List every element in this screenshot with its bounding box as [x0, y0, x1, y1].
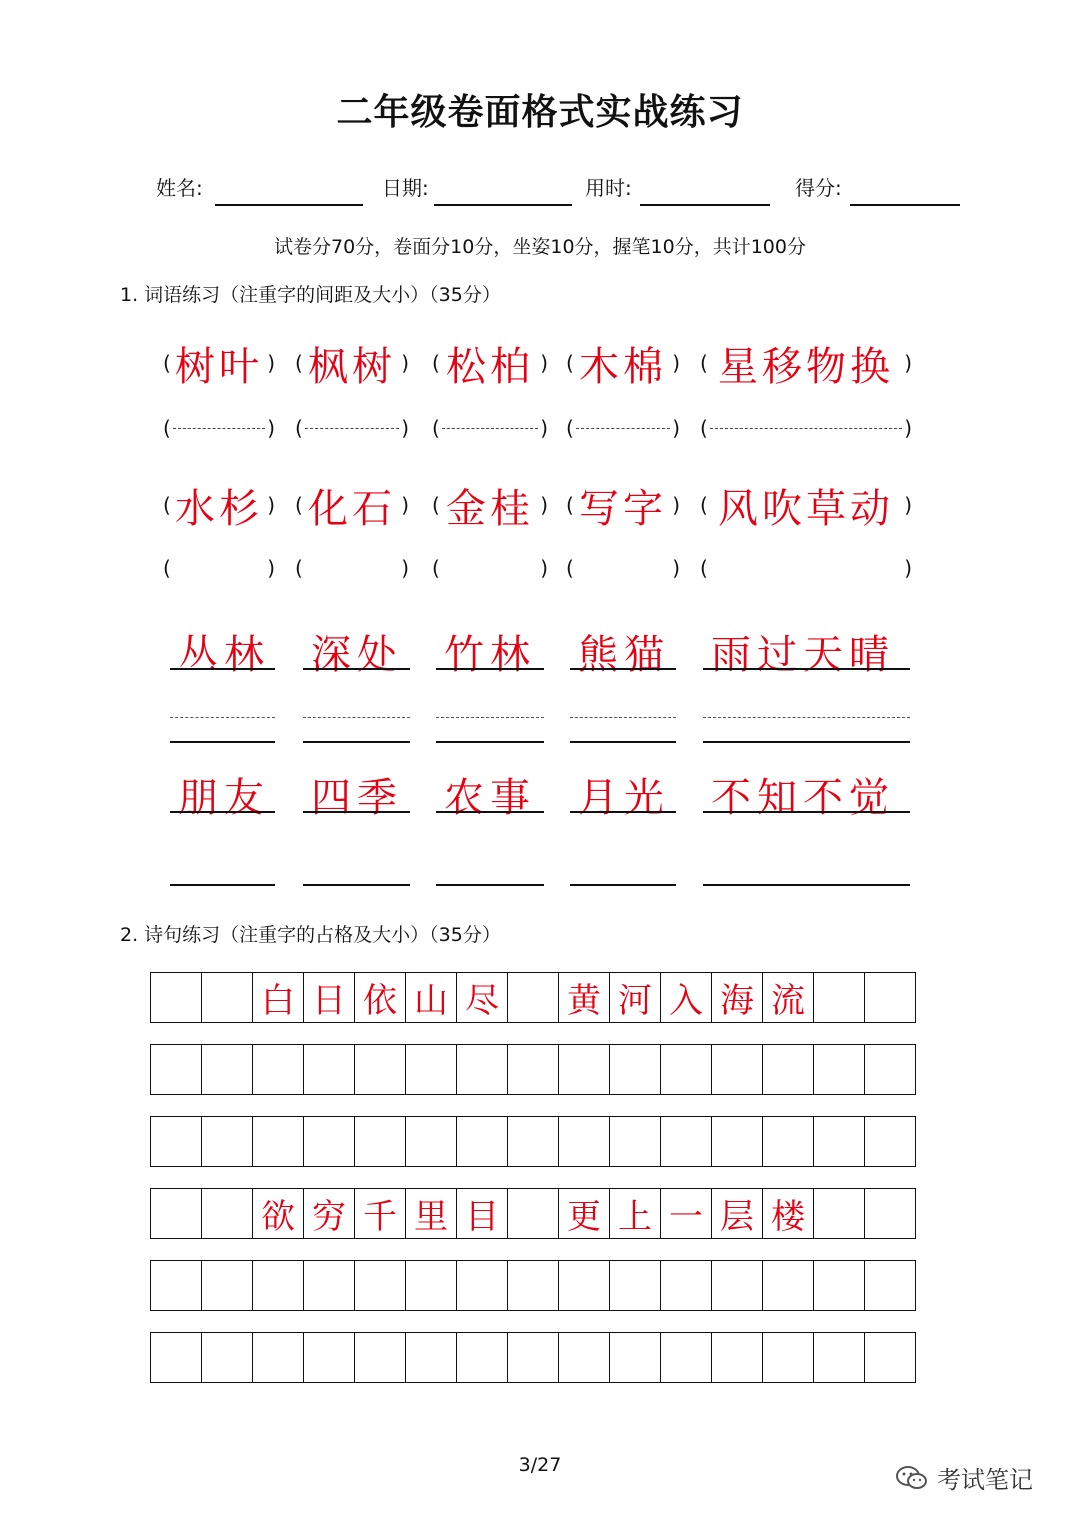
watermark-text: 考试笔记 [937, 1466, 1033, 1494]
word-text: 竹林 [444, 632, 536, 678]
answer-line[interactable] [170, 717, 275, 718]
close-paren: ) [904, 556, 912, 580]
baseline [703, 811, 910, 813]
paren-group [566, 475, 680, 535]
grid-cell[interactable] [865, 1332, 916, 1383]
open-paren: ( [566, 351, 574, 375]
word-text: 熊猫 [578, 632, 670, 678]
grid-cell[interactable] [559, 1332, 610, 1383]
grid-cell[interactable]: 黄 [559, 972, 610, 1023]
grid-cell[interactable] [559, 1260, 610, 1311]
grid-row [150, 1188, 916, 1239]
grid-cell[interactable]: 流 [763, 972, 814, 1023]
open-paren: ( [700, 493, 708, 517]
grid-cell[interactable] [865, 1044, 916, 1095]
close-paren: ) [904, 493, 912, 517]
open-paren: ( [163, 493, 171, 517]
grid-cell[interactable] [610, 1044, 661, 1095]
section1-heading: 1. 词语练习（注重字的间距及大小）（35分） [120, 284, 501, 306]
open-paren: ( [163, 556, 171, 580]
grid-cell[interactable] [610, 1260, 661, 1311]
word-text: 枫树 [308, 343, 396, 390]
score-rule: 试卷分70分，卷面分10分，坐姿10分，握笔10分，共计100分 [274, 236, 806, 258]
grid-cell[interactable] [457, 1332, 508, 1383]
grid-cell[interactable]: 海 [712, 972, 763, 1023]
paren-group [432, 475, 548, 535]
open-paren: ( [566, 416, 574, 440]
grid-cell[interactable]: 河 [610, 972, 661, 1023]
open-paren: ( [295, 493, 303, 517]
grid-cell[interactable] [304, 1116, 355, 1167]
grid-cell[interactable]: 千 [355, 1188, 406, 1239]
grid-cell[interactable]: 一 [661, 1188, 712, 1239]
page-title: 二年级卷面格式实战练习 [336, 92, 744, 133]
word-text: 水杉 [175, 485, 263, 532]
grid-cell[interactable] [457, 1260, 508, 1311]
grid-cell[interactable] [202, 1260, 253, 1311]
grid-cell[interactable] [406, 1332, 457, 1383]
grid-cell[interactable] [253, 1260, 304, 1311]
paren-group [295, 538, 409, 598]
answer-blank[interactable] [576, 428, 670, 429]
answer-blank[interactable] [710, 428, 902, 429]
paren-group [432, 398, 548, 458]
grid-cell[interactable] [508, 1188, 559, 1239]
word-text: 丛林 [178, 632, 270, 678]
grid-row [150, 1332, 916, 1383]
baseline [570, 811, 676, 813]
grid-cell[interactable] [355, 1332, 406, 1383]
baseline [170, 811, 275, 813]
paren-group [163, 398, 275, 458]
paren-group [432, 538, 548, 598]
close-paren: ) [401, 416, 409, 440]
open-paren: ( [295, 556, 303, 580]
grid-cell[interactable] [406, 1260, 457, 1311]
paren-group [163, 538, 275, 598]
grid-cell[interactable]: 入 [661, 972, 712, 1023]
word-text: 朋友 [178, 775, 270, 821]
grid-cell[interactable] [457, 1116, 508, 1167]
answer-line[interactable] [436, 884, 544, 886]
open-paren: ( [432, 556, 440, 580]
grid-cell[interactable] [712, 1260, 763, 1311]
grid-cell[interactable] [814, 1260, 865, 1311]
open-paren: ( [432, 351, 440, 375]
baseline [570, 668, 676, 670]
grid-cell[interactable] [661, 1260, 712, 1311]
grid-cell[interactable] [814, 1116, 865, 1167]
word-text: 松柏 [446, 343, 534, 390]
grid-cell[interactable] [202, 972, 253, 1023]
word-text: 深处 [311, 632, 403, 678]
word-text: 不知不觉 [711, 775, 895, 821]
open-paren: ( [700, 556, 708, 580]
close-paren: ) [672, 351, 680, 375]
answer-line[interactable] [703, 741, 910, 743]
answer-line[interactable] [570, 717, 676, 718]
close-paren: ) [267, 556, 275, 580]
close-paren: ) [904, 351, 912, 375]
grid-cell[interactable] [661, 1116, 712, 1167]
close-paren: ) [540, 556, 548, 580]
grid-cell[interactable] [763, 1116, 814, 1167]
grid-cell[interactable] [763, 1260, 814, 1311]
grid-cell[interactable] [559, 1116, 610, 1167]
grid-cell[interactable] [814, 1332, 865, 1383]
answer-line[interactable] [703, 884, 910, 886]
grid-cell[interactable] [508, 1044, 559, 1095]
grid-row [150, 1260, 916, 1311]
grid-cell[interactable]: 上 [610, 1188, 661, 1239]
grid-cell[interactable] [865, 972, 916, 1023]
grid-cell[interactable] [865, 1116, 916, 1167]
grid-cell[interactable] [508, 1332, 559, 1383]
baseline [170, 668, 275, 670]
grid-cell[interactable] [406, 1044, 457, 1095]
open-paren: ( [163, 416, 171, 440]
grid-cell[interactable] [406, 1116, 457, 1167]
open-paren: ( [432, 493, 440, 517]
paren-group [295, 333, 409, 393]
grid-cell[interactable] [508, 1260, 559, 1311]
grid-cell[interactable] [202, 1044, 253, 1095]
answer-blank[interactable] [442, 428, 538, 429]
paren-group [700, 333, 912, 393]
baseline [436, 668, 544, 670]
word-text: 化石 [308, 485, 396, 532]
grid-cell[interactable] [151, 1260, 202, 1311]
grid-cell[interactable]: 层 [712, 1188, 763, 1239]
baseline [303, 668, 410, 670]
paren-group [566, 398, 680, 458]
grid-cell[interactable] [202, 1188, 253, 1239]
paren-group [566, 538, 680, 598]
time-label: 用时: [585, 176, 632, 200]
grid-cell[interactable] [151, 1044, 202, 1095]
grid-cell[interactable] [253, 1044, 304, 1095]
grid-cell[interactable] [355, 1260, 406, 1311]
grid-cell[interactable] [763, 1332, 814, 1383]
grid-cell[interactable] [151, 1116, 202, 1167]
grid-cell[interactable] [202, 1332, 253, 1383]
score-label: 得分: [795, 176, 842, 200]
name-label: 姓名: [156, 176, 203, 200]
paren-group [295, 475, 409, 535]
answer-line[interactable] [570, 741, 676, 743]
grid-cell[interactable]: 目 [457, 1188, 508, 1239]
section2-heading: 2. 诗句练习（注重字的占格及大小）（35分） [120, 924, 501, 946]
close-paren: ) [904, 416, 912, 440]
baseline [703, 668, 910, 670]
answer-blank[interactable] [173, 428, 265, 429]
date-field[interactable] [434, 204, 572, 206]
grid-cell[interactable] [814, 1044, 865, 1095]
grid-cell[interactable] [508, 1116, 559, 1167]
grid-cell[interactable] [304, 1044, 355, 1095]
answer-line[interactable] [170, 741, 275, 743]
grid-cell[interactable] [610, 1116, 661, 1167]
grid-cell[interactable] [610, 1332, 661, 1383]
grid-cell[interactable] [814, 1188, 865, 1239]
paren-group [163, 333, 275, 393]
grid-cell[interactable] [661, 1332, 712, 1383]
name-field[interactable] [215, 204, 363, 206]
open-paren: ( [432, 416, 440, 440]
grid-cell[interactable]: 尽 [457, 972, 508, 1023]
close-paren: ) [672, 556, 680, 580]
grid-cell[interactable] [151, 1188, 202, 1239]
paren-group [566, 333, 680, 393]
grid-cell[interactable]: 日 [304, 972, 355, 1023]
word-text: 写字 [579, 485, 667, 532]
word-text: 金桂 [446, 485, 534, 532]
time-field[interactable] [640, 204, 770, 206]
answer-line[interactable] [703, 717, 910, 718]
grid-cell[interactable] [865, 1260, 916, 1311]
wechat-icon [895, 1464, 929, 1492]
grid-cell[interactable] [304, 1260, 355, 1311]
grid-cell[interactable]: 楼 [763, 1188, 814, 1239]
grid-cell[interactable] [559, 1044, 610, 1095]
grid-cell[interactable] [865, 1188, 916, 1239]
answer-line[interactable] [303, 884, 410, 886]
page-number: 3/27 [518, 1454, 562, 1476]
baseline [303, 811, 410, 813]
grid-cell[interactable] [355, 1116, 406, 1167]
open-paren: ( [566, 493, 574, 517]
grid-cell[interactable] [253, 1332, 304, 1383]
grid-cell[interactable] [151, 1332, 202, 1383]
paren-group [295, 398, 409, 458]
word-text: 木棉 [579, 343, 667, 390]
answer-line[interactable] [436, 741, 544, 743]
open-paren: ( [295, 416, 303, 440]
answer-line[interactable] [436, 717, 544, 718]
score-field[interactable] [850, 204, 960, 206]
close-paren: ) [540, 351, 548, 375]
grid-cell[interactable]: 里 [406, 1188, 457, 1239]
word-text: 农事 [444, 775, 536, 821]
answer-line[interactable] [170, 884, 275, 886]
answer-blank[interactable] [305, 428, 399, 429]
word-text: 四季 [311, 775, 403, 821]
close-paren: ) [267, 416, 275, 440]
word-text: 月光 [578, 775, 670, 821]
grid-row [150, 1044, 916, 1095]
grid-cell[interactable] [202, 1116, 253, 1167]
word-text: 树叶 [175, 343, 263, 390]
grid-cell[interactable]: 穷 [304, 1188, 355, 1239]
watermark [895, 1460, 1033, 1495]
grid-cell[interactable] [712, 1332, 763, 1383]
close-paren: ) [672, 493, 680, 517]
close-paren: ) [540, 493, 548, 517]
grid-cell[interactable] [304, 1332, 355, 1383]
grid-cell[interactable] [457, 1044, 508, 1095]
close-paren: ) [401, 351, 409, 375]
word-text: 星移物换 [718, 343, 894, 390]
date-label: 日期: [382, 176, 429, 200]
paren-group [432, 333, 548, 393]
word-text: 风吹草动 [718, 485, 894, 532]
close-paren: ) [267, 493, 275, 517]
paren-group [700, 538, 912, 598]
paren-group [700, 475, 912, 535]
answer-line[interactable] [570, 884, 676, 886]
close-paren: ) [401, 493, 409, 517]
paren-group [163, 475, 275, 535]
grid-cell[interactable]: 更 [559, 1188, 610, 1239]
grid-cell[interactable]: 欲 [253, 1188, 304, 1239]
open-paren: ( [295, 351, 303, 375]
open-paren: ( [700, 351, 708, 375]
grid-cell[interactable] [151, 972, 202, 1023]
open-paren: ( [163, 351, 171, 375]
grid-cell[interactable] [814, 972, 865, 1023]
grid-cell[interactable]: 山 [406, 972, 457, 1023]
grid-cell[interactable] [763, 1044, 814, 1095]
grid-cell[interactable]: 依 [355, 972, 406, 1023]
grid-cell[interactable] [712, 1044, 763, 1095]
grid-row [150, 1116, 916, 1167]
open-paren: ( [700, 416, 708, 440]
grid-cell[interactable] [661, 1044, 712, 1095]
close-paren: ) [267, 351, 275, 375]
answer-line[interactable] [303, 741, 410, 743]
open-paren: ( [566, 556, 574, 580]
grid-cell[interactable]: 白 [253, 972, 304, 1023]
grid-cell[interactable] [355, 1044, 406, 1095]
close-paren: ) [540, 416, 548, 440]
grid-cell[interactable] [508, 972, 559, 1023]
answer-line[interactable] [303, 717, 410, 718]
baseline [436, 811, 544, 813]
close-paren: ) [401, 556, 409, 580]
paren-group [700, 398, 912, 458]
grid-cell[interactable] [253, 1116, 304, 1167]
grid-row [150, 972, 916, 1023]
grid-cell[interactable] [712, 1116, 763, 1167]
word-text: 雨过天晴 [711, 632, 895, 678]
close-paren: ) [672, 416, 680, 440]
